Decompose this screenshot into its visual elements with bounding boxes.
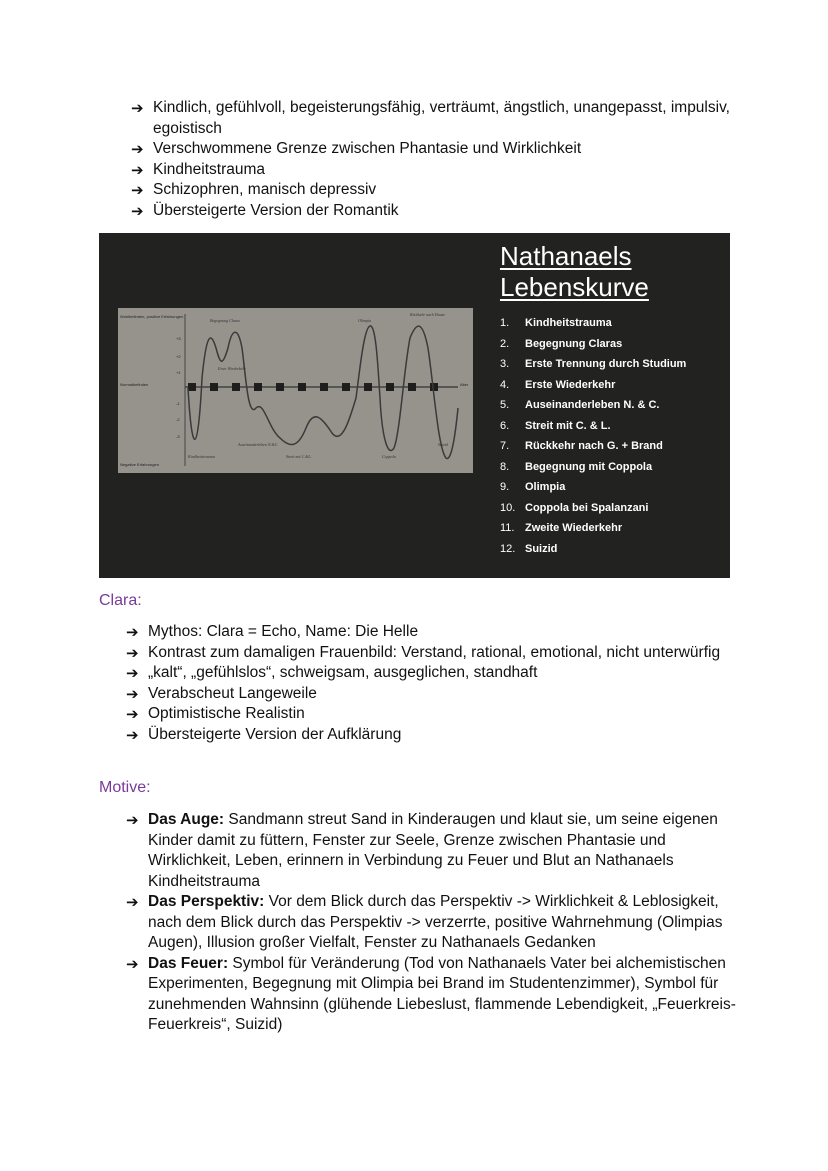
lebenskurve-title: Nathanaels Lebenskurve xyxy=(500,241,649,302)
list-item: ➔ Kindheitstrauma xyxy=(131,160,266,179)
motive-heading: Motive: xyxy=(99,779,151,796)
curve-note: Auseinanderleben N.&C. xyxy=(238,442,279,447)
tick-label: -1 xyxy=(176,401,180,406)
clara-list xyxy=(126,622,748,745)
curve-note: Rückkehr nach Hause xyxy=(410,312,446,317)
list-item: ➔ Kontrast zum damaligen Frauenbild: Verstand, rational, emotional, nicht unterwürfig xyxy=(126,643,721,662)
list-item: ➔ Verschwommene Grenze zwischen Phantasie und Wirklichkeit xyxy=(131,140,582,158)
arrow-right-icon: ➔ xyxy=(131,201,144,220)
lebenskurve-graphic xyxy=(99,233,730,578)
curve-note: Begegnung Claras xyxy=(210,318,240,323)
list-item: ➔ Übersteigerte Version der Romantik xyxy=(131,201,399,220)
list-item: 7. Rückkehr nach G. + Brand xyxy=(500,440,663,452)
motive-label: Das Perspektiv: xyxy=(148,893,265,910)
list-item: 9. Olimpia xyxy=(500,481,566,493)
list-item: 4. Erste Wiederkehr xyxy=(500,378,616,391)
arrow-right-icon: ➔ xyxy=(126,643,139,662)
list-item: ➔ „kalt“, „gefühlslos“, schweigsam, ausgeglichen, standhaft xyxy=(126,664,538,682)
lebenskurve-list xyxy=(500,317,725,563)
curve-note: Coppola xyxy=(382,454,396,459)
arrow-right-icon: ➔ xyxy=(126,664,139,682)
list-item: ➔ Kindlich, gefühlvoll, begeisterungsfähig, verträumt, ängstlich, unangepasst, impulsiv, egoistisch xyxy=(131,99,730,137)
list-item: 10. Coppola bei Spalanzani xyxy=(500,501,649,514)
list-item: ➔ Übersteigerte Version der Aufklärung xyxy=(126,725,402,744)
arrow-right-icon: ➔ xyxy=(126,623,139,641)
motive-label: Das Feuer: xyxy=(148,954,229,972)
tick-label: +3 xyxy=(176,336,181,341)
arrow-right-icon: ➔ xyxy=(126,725,139,744)
arrow-right-icon: ➔ xyxy=(126,954,139,973)
y-top-label: Wohlbefinden, positive Erfahrungen xyxy=(120,314,184,319)
list-item: ➔ Das Auge: Sandmann streut Sand in Kinderaugen und klaut sie, um seine eigenen Kinder damit zu füttern, Fenster zur Seele, Grenze zwischen Phantasie und Wirklichkeit, Leben, erinnern in Verbindung zu Feuer und Blut an Nathanaels Kindheitstrauma xyxy=(126,811,718,890)
list-item: 1. Kindheitstrauma xyxy=(500,317,612,329)
arrow-right-icon: ➔ xyxy=(126,684,139,703)
curve-note: Kindheitstrauma xyxy=(188,454,215,459)
arrow-right-icon: ➔ xyxy=(131,181,144,199)
curve-note: Streit mit C.&L. xyxy=(286,454,312,459)
curve-note: Suizid xyxy=(438,442,448,447)
tick-label: -3 xyxy=(176,434,180,439)
arrow-right-icon: ➔ xyxy=(126,811,139,829)
list-item: 8. Begegnung mit Coppola xyxy=(500,460,653,473)
list-item: ➔ Verabscheut Langeweile xyxy=(126,684,317,703)
tick-label: +1 xyxy=(176,370,181,375)
clara-heading: Clara: xyxy=(99,592,142,609)
arrow-right-icon: ➔ xyxy=(126,893,139,911)
tick-label: +2 xyxy=(176,354,181,359)
tick-label: -2 xyxy=(176,417,180,422)
y-mid-label: Normalbefinden xyxy=(120,382,149,387)
list-item: 6. Streit mit C. & L. xyxy=(500,419,611,432)
arrow-right-icon: ➔ xyxy=(131,99,144,117)
hand-drawn-curve-photo xyxy=(118,308,473,473)
list-item: ➔ Optimistische Realistin xyxy=(126,705,305,723)
arrow-right-icon: ➔ xyxy=(131,160,144,179)
x-axis-label: Alter xyxy=(460,382,469,387)
y-bottom-label: Negative Erfahrungen xyxy=(120,462,159,467)
nathanael-traits-list xyxy=(131,98,753,221)
list-item: 3. Erste Trennung durch Studium xyxy=(500,358,687,370)
list-item: ➔ Mythos: Clara = Echo, Name: Die Helle xyxy=(126,623,419,641)
arrow-right-icon: ➔ xyxy=(126,705,139,723)
list-item: ➔ Das Perspektiv: Vor dem Blick durch das Perspektiv -> Wirklichkeit & Leblosigkeit, nach dem Blick durch das Perspektiv -> verzerrte, positive Wahrnehmung (Olimpias Augen), Illusion großer Vielfalt, Fenster zu Nathanaels Gedanken xyxy=(126,893,723,951)
curve-note: Erste Wiederkehr xyxy=(218,366,246,371)
list-item: 5. Auseinanderleben N. & C. xyxy=(500,399,660,411)
list-item: 2. Begegnung Claras xyxy=(500,337,623,350)
motive-label: Das Auge: xyxy=(148,811,225,828)
list-item: ➔ Das Feuer: Symbol für Veränderung (Tod von Nathanaels Vater bei alchemistischen Experimenten, Begegnung mit Olimpia bei Brand im Studentenzimmer), Symbol für zunehmenden Wahnsinn (glühende Liebeslust, flammende Lebendigkeit, „Feuerkreis-Feuerkreis“, Suizid) xyxy=(126,954,736,1033)
curve-note: Olimpia xyxy=(358,318,372,323)
arrow-right-icon: ➔ xyxy=(131,140,144,158)
list-item: ➔ Schizophren, manisch depressiv xyxy=(131,181,377,199)
list-item: 11. Zweite Wiederkehr xyxy=(500,522,623,534)
motive-list xyxy=(126,810,748,1036)
list-item: 12. Suizid xyxy=(500,542,558,555)
